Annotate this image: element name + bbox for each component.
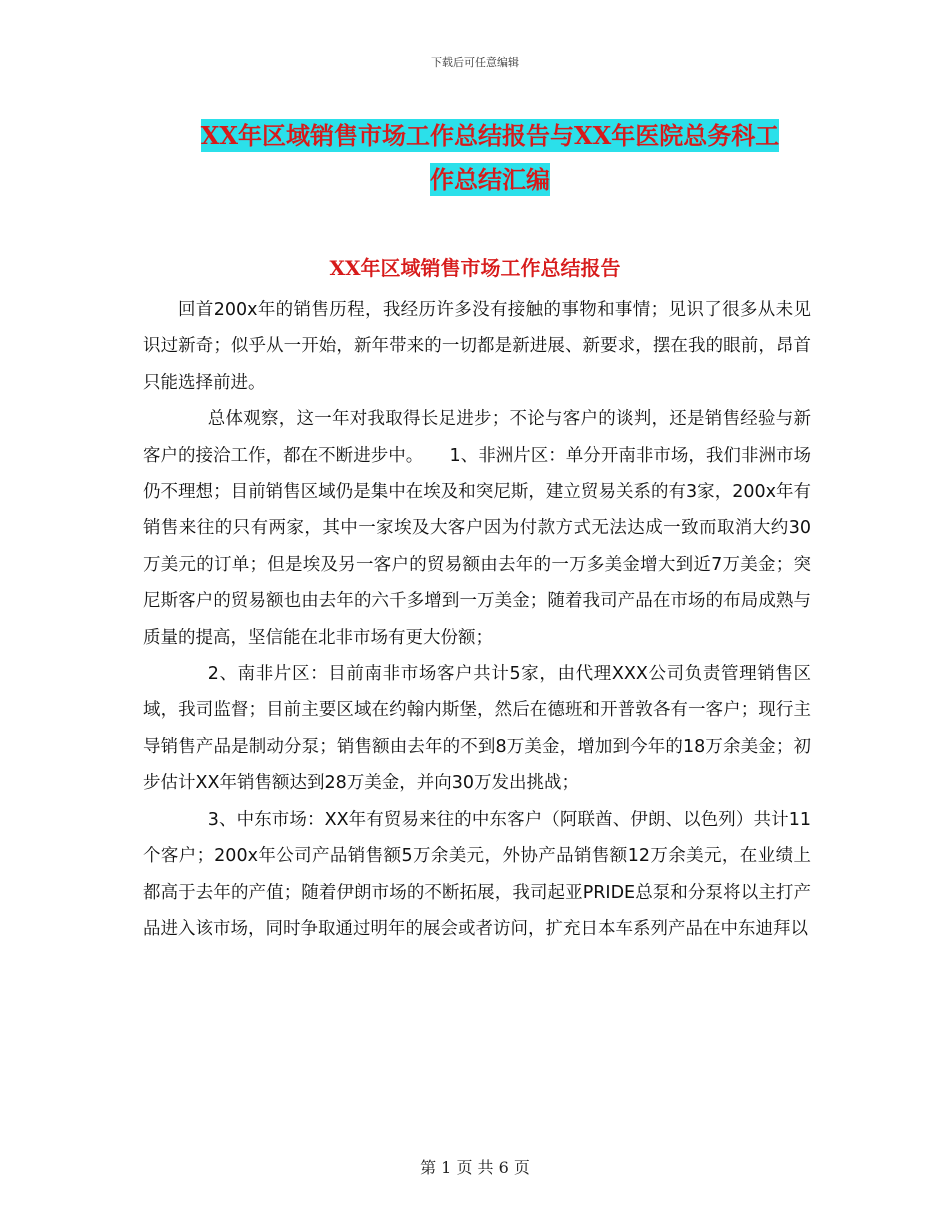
page-footer: 第 1 页 共 6 页 [420,1158,530,1177]
section-title: XX年区域销售市场工作总结报告 [329,256,621,280]
page-header: 下载后可任意编辑 [431,56,519,69]
title-line-1: XX年区域销售市场工作总结报告与XX年医院总务科工 [200,121,780,150]
title-line-2: 作总结汇编 [430,165,550,194]
paragraph: 回首200x年的销售历程，我经历许多没有接触的事物和事情；见识了很多从未见识过新奇；似乎从一开始，新年带来的一切都是新进展、新要求，摆在我的眼前，昂首只能选择前进。 [143,300,811,393]
document-body [143,292,811,947]
paragraph: 总体观察，这一年对我取得长足进步；不论与客户的谈判，还是销售经验与新客户的接洽工作，都在不断进步中。 1、非洲片区：单分开南非市场，我们非洲市场仍不理想；目前销售区域仍是集中在埃及和突尼斯，建立贸易关系的有3家，200x年有销售来往的只有两家，其中一家埃及大客户因为付款方式无法达成一致而取消大约30万美元的订单；但是埃及另一客户的贸易额由去年的一万多美金增大到近7万美金；突尼斯客户的贸易额也由去年的六千多增到一万美金；随着我司产品在市场的布局成熟与质量的提高，坚信能在北非市场有更大份额； [143,409,811,648]
paragraph: 3、中东市场：XX年有贸易来往的中东客户（阿联酋、伊朗、以色列）共计11个客户；200x年公司产品销售额5万余美元，外协产品销售额12万余美元，在业绩上都高于去年的产值；随着伊朗市场的不断拓展，我司起亚PRIDE总泵和分泵将以主打产品进入该市场，同时争取通过明年的展会或者访问，扩充日本车系列产品在中东迪拜以 [143,809,811,939]
document-title [150,114,830,202]
paragraph: 2、南非片区：目前南非市场客户共计5家，由代理XXX公司负责管理销售区域，我司监督；目前主要区域在约翰内斯堡，然后在德班和开普敦各有一客户；现行主导销售产品是制动分泵；销售额由去年的不到8万美金，增加到今年的18万余美金；初步估计XX年销售额达到28万美金，并向30万发出挑战； [143,664,811,794]
